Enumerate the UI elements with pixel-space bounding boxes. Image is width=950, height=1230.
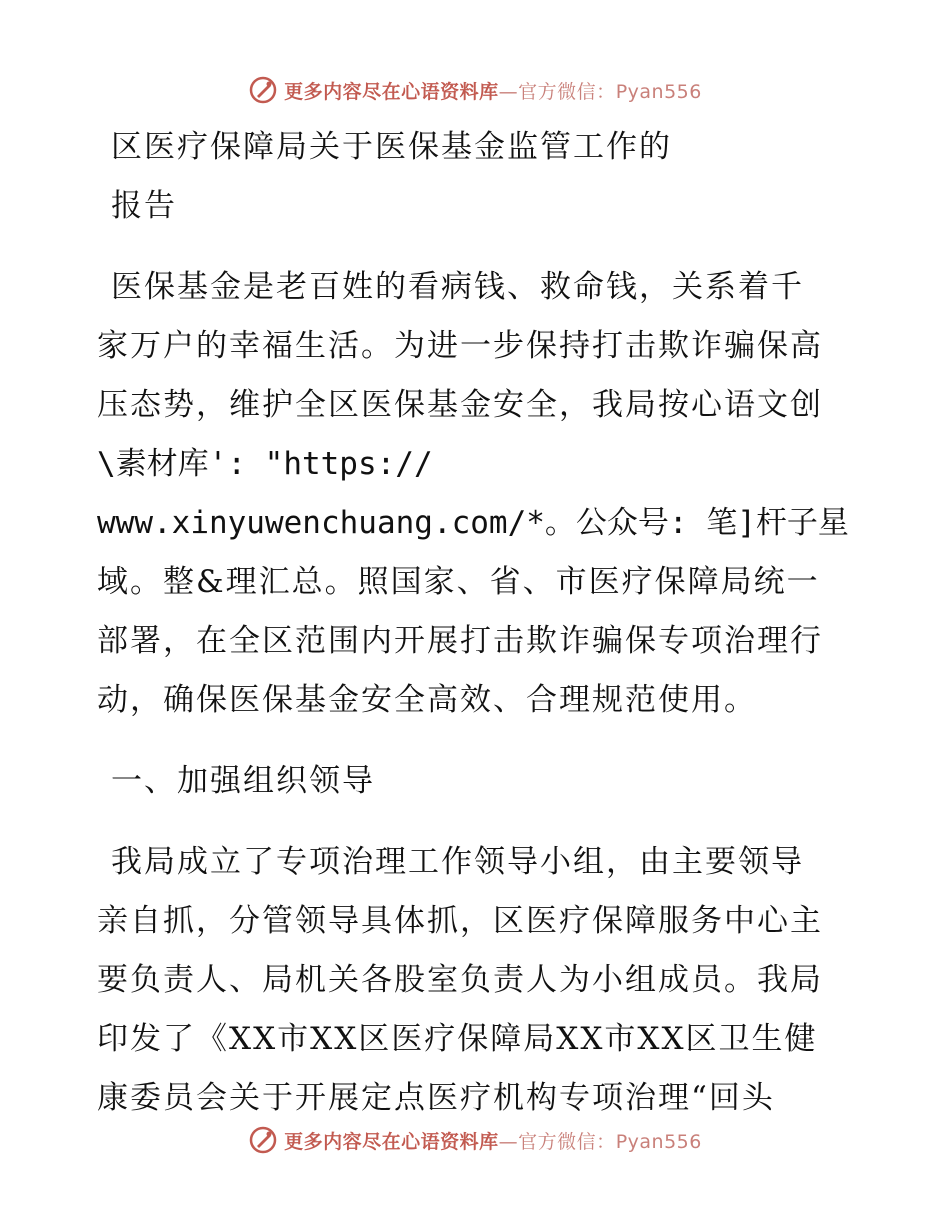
header-watermark-banner — [0, 70, 950, 110]
footer-watermark-banner — [0, 1120, 950, 1160]
paragraph-line: 康委员会关于开展定点医疗机构专项治理“回头 — [97, 1080, 775, 1116]
paragraph-line: 印发了《XX市XX区医疗保障局XX市XX区卫生健 — [97, 1021, 818, 1057]
banner-text: 更多内容尽在心语资料库—官方微信：Pyan556 — [284, 80, 702, 103]
document-title-line-2: 报告 — [111, 188, 177, 224]
section-heading-1: 一、加强组织领导 — [111, 763, 375, 799]
paragraph-line: 亲自抓，分管领导具体抓，区医疗保障服务中心主 — [97, 903, 823, 939]
paragraph-line: 动，确保医保基金安全高效、合理规范使用。 — [97, 682, 757, 718]
quill-logo-icon — [248, 75, 278, 105]
paragraph-1 — [97, 258, 857, 730]
paragraph-line: 我局成立了专项治理工作领导小组，由主要领导 — [111, 844, 804, 880]
paragraph-line: www.xinyuwenchuang.com/*。公众号: 笔]杆子星 — [97, 505, 849, 541]
paragraph-line: 家万户的幸福生活。为进一步保持打击欺诈骗保高 — [97, 328, 823, 364]
paragraph-line: 压态势，维护全区医保基金安全，我局按心语文创 — [97, 387, 823, 423]
paragraph-line: \素材库': "https:// — [97, 446, 433, 482]
document-body — [97, 118, 857, 1128]
paragraph-line: 医保基金是老百姓的看病钱、救命钱，关系着千 — [111, 269, 804, 305]
paragraph-line: 要负责人、局机关各股室负责人为小组成员。我局 — [97, 962, 823, 998]
document-title-line-1: 区医疗保障局关于医保基金监管工作的 — [111, 129, 672, 165]
banner-text: 更多内容尽在心语资料库—官方微信：Pyan556 — [284, 1130, 702, 1153]
paragraph-2 — [97, 833, 857, 1128]
paragraph-line: 域。整&理汇总。照国家、省、市医疗保障局统一 — [97, 564, 820, 600]
paragraph-line: 部署，在全区范围内开展打击欺诈骗保专项治理行 — [97, 623, 823, 659]
quill-logo-icon — [248, 1125, 278, 1155]
